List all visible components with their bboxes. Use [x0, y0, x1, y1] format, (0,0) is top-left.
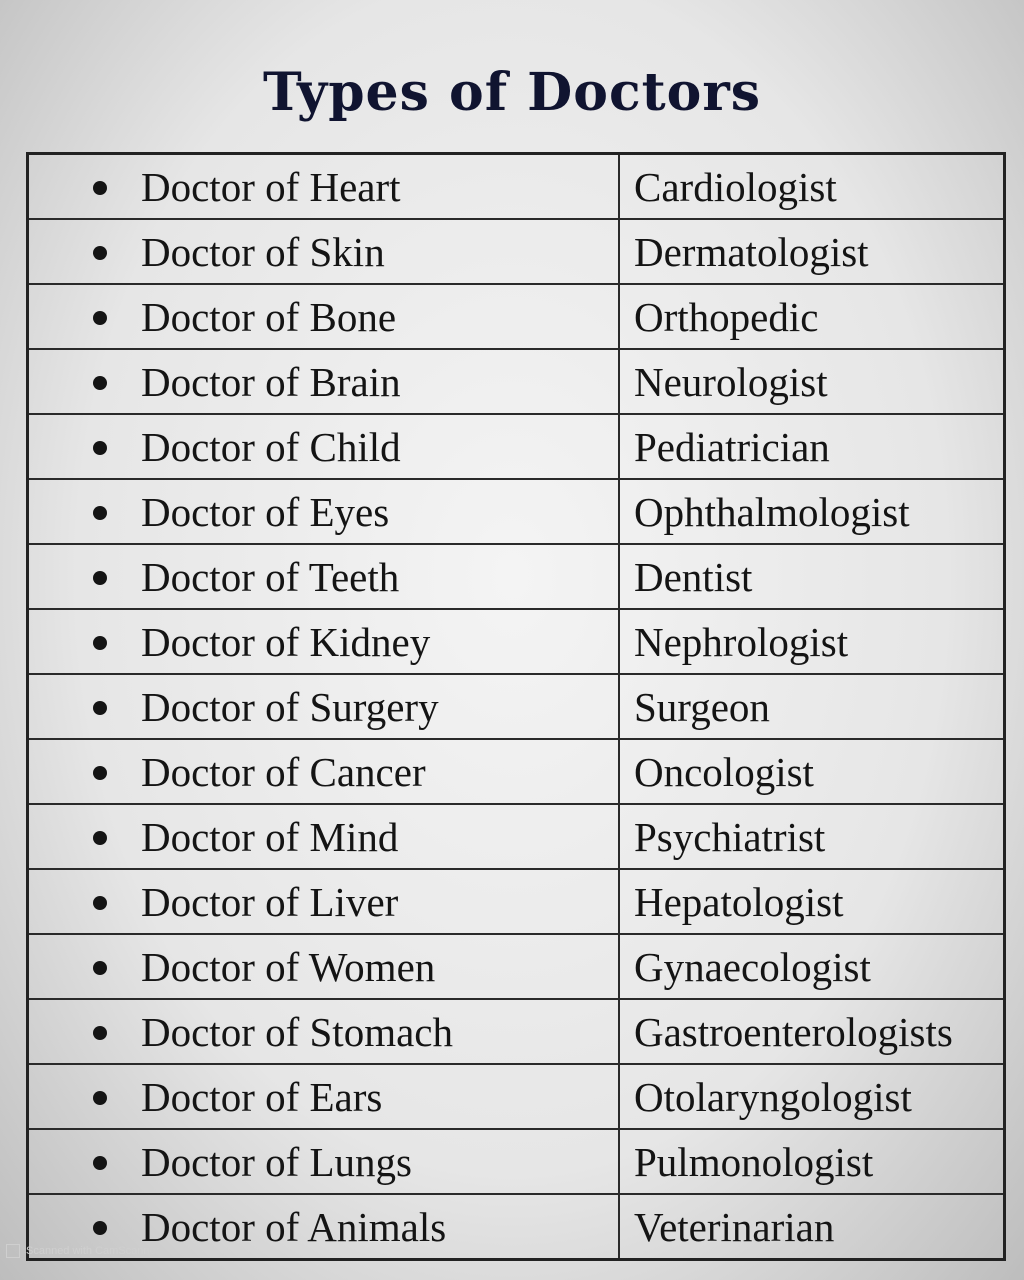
specialist-cell — [619, 869, 1005, 934]
specialist-cell — [619, 284, 1005, 349]
specialist-label: Hepatologist — [634, 878, 844, 925]
specialist-label: Orthopedic — [634, 293, 819, 340]
doctor-label: Doctor of Kidney — [141, 618, 431, 665]
table-row — [28, 1194, 1005, 1260]
specialist-cell — [619, 219, 1005, 284]
doctor-cell — [28, 999, 620, 1064]
specialist-label: Neurologist — [634, 358, 828, 405]
specialist-cell — [619, 414, 1005, 479]
specialist-label: Pulmonologist — [634, 1138, 874, 1185]
bullet-icon — [93, 246, 107, 260]
specialist-cell — [619, 674, 1005, 739]
doctor-cell — [28, 284, 620, 349]
specialist-cell — [619, 349, 1005, 414]
doctor-cell — [28, 544, 620, 609]
doctor-label: Doctor of Surgery — [141, 683, 439, 730]
bullet-icon — [93, 636, 107, 650]
doctor-cell — [28, 219, 620, 284]
doctor-label: Doctor of Mind — [141, 813, 399, 860]
doctor-label: Doctor of Eyes — [141, 488, 390, 535]
specialist-cell — [619, 544, 1005, 609]
specialist-label: Oncologist — [634, 748, 814, 795]
table-row — [28, 739, 1005, 804]
bullet-icon — [93, 181, 107, 195]
specialist-label: Pediatrician — [634, 423, 830, 470]
doctor-cell — [28, 609, 620, 674]
specialist-cell — [619, 739, 1005, 804]
bullet-icon — [93, 701, 107, 715]
specialist-cell — [619, 934, 1005, 999]
doctor-label: Doctor of Bone — [141, 293, 397, 340]
doctor-cell — [28, 349, 620, 414]
doctors-table — [26, 152, 1006, 1261]
bullet-icon — [93, 571, 107, 585]
specialist-label: Gastroenterologists — [634, 1008, 953, 1055]
doctor-cell — [28, 804, 620, 869]
specialist-cell — [619, 609, 1005, 674]
table-row — [28, 609, 1005, 674]
table-row — [28, 284, 1005, 349]
specialist-cell — [619, 999, 1005, 1064]
doctor-label: Doctor of Lungs — [141, 1138, 413, 1185]
doctor-label: Doctor of Animals — [141, 1203, 447, 1250]
specialist-label: Veterinarian — [634, 1203, 835, 1250]
bullet-icon — [93, 766, 107, 780]
specialist-label: Ophthalmologist — [634, 488, 910, 535]
doctor-label: Doctor of Stomach — [141, 1008, 453, 1055]
table-row — [28, 1064, 1005, 1129]
doctor-cell — [28, 674, 620, 739]
specialist-label: Gynaecologist — [634, 943, 871, 990]
specialist-cell — [619, 1064, 1005, 1129]
doctor-label: Doctor of Teeth — [141, 553, 400, 600]
bullet-icon — [93, 831, 107, 845]
doctor-label: Doctor of Skin — [141, 228, 385, 275]
doctors-table-container — [26, 152, 1006, 1250]
specialist-cell — [619, 154, 1005, 220]
table-row — [28, 999, 1005, 1064]
table-row — [28, 869, 1005, 934]
specialist-label: Dentist — [634, 553, 753, 600]
doctor-label: Doctor of Child — [141, 423, 401, 470]
scanner-logo-icon — [6, 1244, 20, 1258]
specialist-label: Nephrologist — [634, 618, 849, 665]
page-title: Types of Doctors — [263, 62, 761, 123]
table-row — [28, 934, 1005, 999]
bullet-icon — [93, 376, 107, 390]
specialist-cell — [619, 1129, 1005, 1194]
table-row — [28, 674, 1005, 739]
doctor-label: Doctor of Ears — [141, 1073, 383, 1120]
bullet-icon — [93, 441, 107, 455]
bullet-icon — [93, 896, 107, 910]
specialist-label: Dermatologist — [634, 228, 869, 275]
specialist-cell — [619, 1194, 1005, 1260]
table-row — [28, 1129, 1005, 1194]
bullet-icon — [93, 1091, 107, 1105]
scanner-watermark — [6, 1244, 159, 1258]
table-row — [28, 479, 1005, 544]
doctor-cell — [28, 1064, 620, 1129]
table-body — [28, 154, 1005, 1260]
bullet-icon — [93, 506, 107, 520]
doctor-label: Doctor of Brain — [141, 358, 401, 405]
specialist-cell — [619, 479, 1005, 544]
scanner-watermark-text: Scanned with CamScanner — [26, 1244, 160, 1257]
doctor-label: Doctor of Cancer — [141, 748, 426, 795]
doctor-label: Doctor of Liver — [141, 878, 399, 925]
specialist-label: Otolaryngologist — [634, 1073, 912, 1120]
bullet-icon — [93, 961, 107, 975]
doctor-cell — [28, 739, 620, 804]
table-row — [28, 349, 1005, 414]
bullet-icon — [93, 1026, 107, 1040]
doctor-cell — [28, 154, 620, 220]
specialist-cell — [619, 804, 1005, 869]
doctor-cell — [28, 479, 620, 544]
table-row — [28, 154, 1005, 220]
table-row — [28, 544, 1005, 609]
doctor-label: Doctor of Women — [141, 943, 436, 990]
doctor-label: Doctor of Heart — [141, 163, 401, 210]
specialist-label: Psychiatrist — [634, 813, 826, 860]
bullet-icon — [93, 311, 107, 325]
table-row — [28, 219, 1005, 284]
table-row — [28, 414, 1005, 479]
specialist-label: Cardiologist — [634, 163, 837, 210]
doctor-cell — [28, 934, 620, 999]
bullet-icon — [93, 1221, 107, 1235]
table-row — [28, 804, 1005, 869]
specialist-label: Surgeon — [634, 683, 770, 730]
doctor-cell — [28, 414, 620, 479]
doctor-cell — [28, 1129, 620, 1194]
bullet-icon — [93, 1156, 107, 1170]
doctor-cell — [28, 869, 620, 934]
